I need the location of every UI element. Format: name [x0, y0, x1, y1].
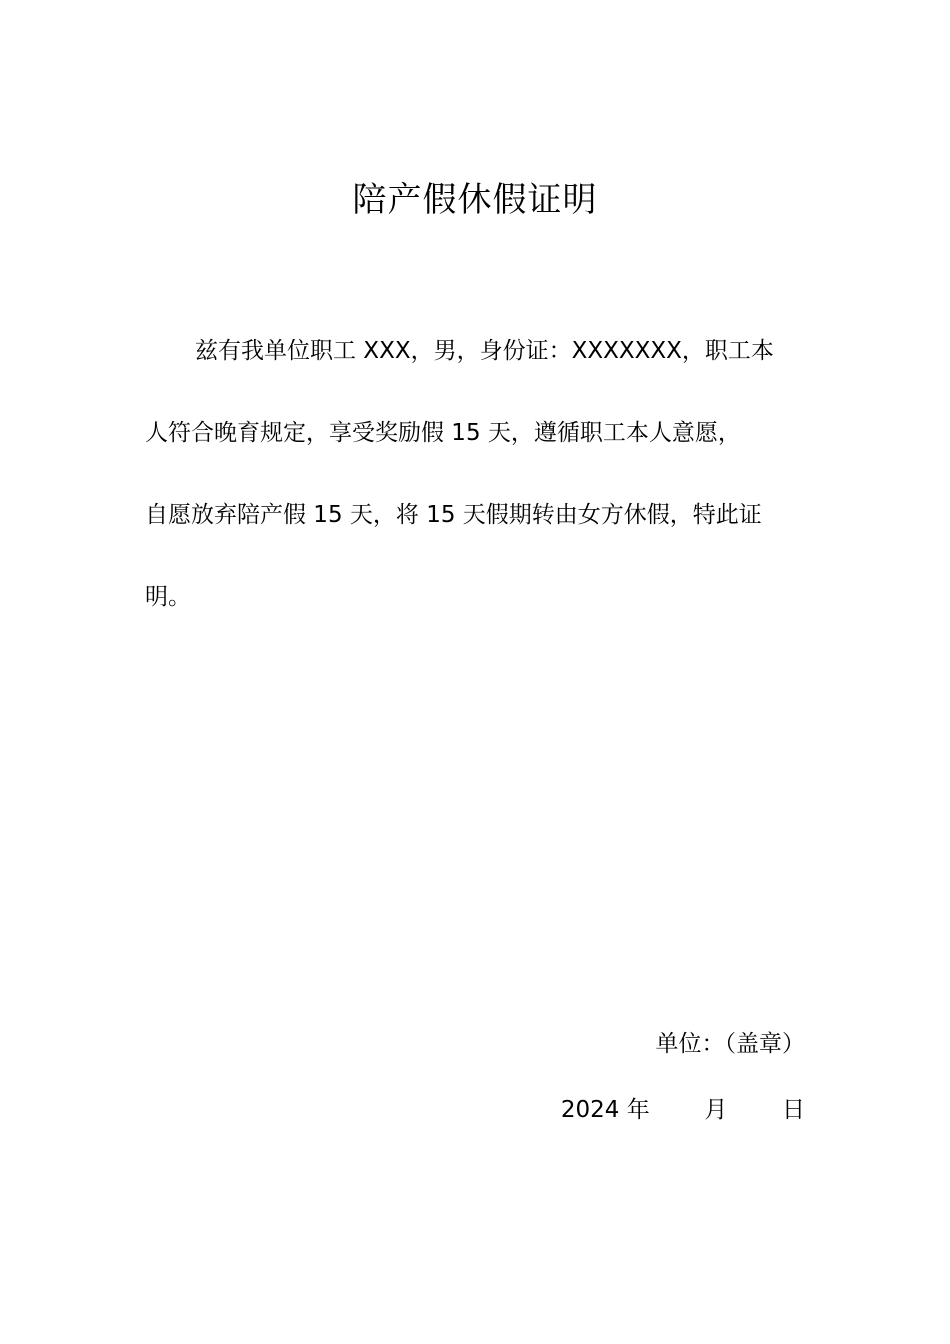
body-line-2: 人符合晚育规定，享受奖励假 15 天，遵循职工本人意愿， [145, 420, 741, 446]
body-line-3: 自愿放弃陪产假 15 天，将 15 天假期转由女方休假，特此证 [145, 502, 762, 528]
date-month: 月 [704, 1097, 728, 1123]
document-title: 陪产假休假证明 [352, 180, 598, 220]
body-line-4: 明。 [145, 584, 191, 610]
signature-date [561, 1090, 805, 1130]
signature-unit: 单位：（盖章） [655, 1031, 805, 1057]
date-day: 日 [782, 1097, 805, 1123]
date-year: 2024 年 [560, 1097, 650, 1123]
body-line-1: 兹有我单位职工 XXX，男，身份证：XXXXXXX，职工本 [195, 338, 774, 364]
